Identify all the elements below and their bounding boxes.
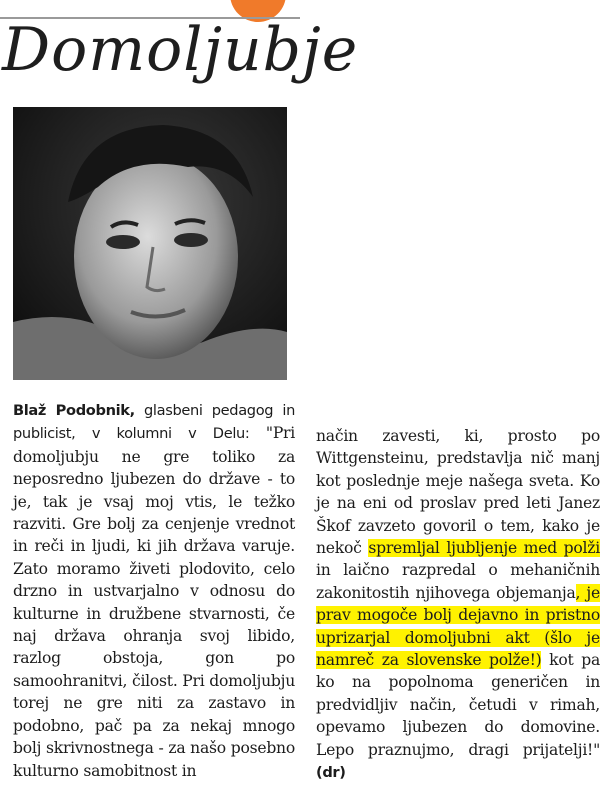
quote-text-part3: in laično razpredal o mehaničnih zakonitostih njihovega objemanja <box>316 561 600 602</box>
quote-text-part4: kot pa ko na popolnoma generičen in predvidljiv način, četudi v rimah, opevamo ljubezen do domovine. Lepo praznujmo, dragi prijatelji!" <box>316 651 601 759</box>
author-portrait-photo <box>13 107 287 380</box>
author-name: Blaž Podobnik, <box>13 402 135 419</box>
article-title: Domoljubje <box>2 15 359 85</box>
quote-text-part1: "Pri domoljubju ne gre toliko za neposredno ljubezen do države - to je, tak je vsaj moj vtis, le težko razviti. Gre bolj za cenjenje vrednot in reči in ljudi, ki jih država varuje. Zato moramo živeti plodovito, celo drzno in ustvarjalno v odnosu do kulturne in družbene stvarnosti, če naj država ohranja svoj libido, razlog obstoja, gon po samoohranitvi, čilost. Pri domoljubju torej ne gre niti za zastavo in podobno, pač pa za nekaj mnogo bolj skrivnostnega - za našo posebno kulturno samobitnost in <box>13 424 295 780</box>
portrait-image <box>13 107 287 380</box>
quote-text-part2: način zavesti, ki, prosto po Wittgensteinu, predstavlja nič manj kot poslednje meje našega sveta. Ko je na eni od proslav pred leti Janez Škof zavzeto govoril o tem, kako je nekoč <box>316 427 600 558</box>
article-column-right <box>316 425 600 785</box>
signature: (dr) <box>316 764 346 782</box>
highlighted-phrase-2: , je prav mogoče bolj dejavno in pristno uprizarjal domoljubni akt (šlo je namreč za slovenske polže!) <box>316 583 600 670</box>
highlighted-phrase-1: spremljal ljubljenje med polži <box>368 539 600 558</box>
article-column-left <box>13 399 295 782</box>
author-intro: glasbeni pedagog in publicist, v kolumni v Delu: <box>13 402 295 443</box>
